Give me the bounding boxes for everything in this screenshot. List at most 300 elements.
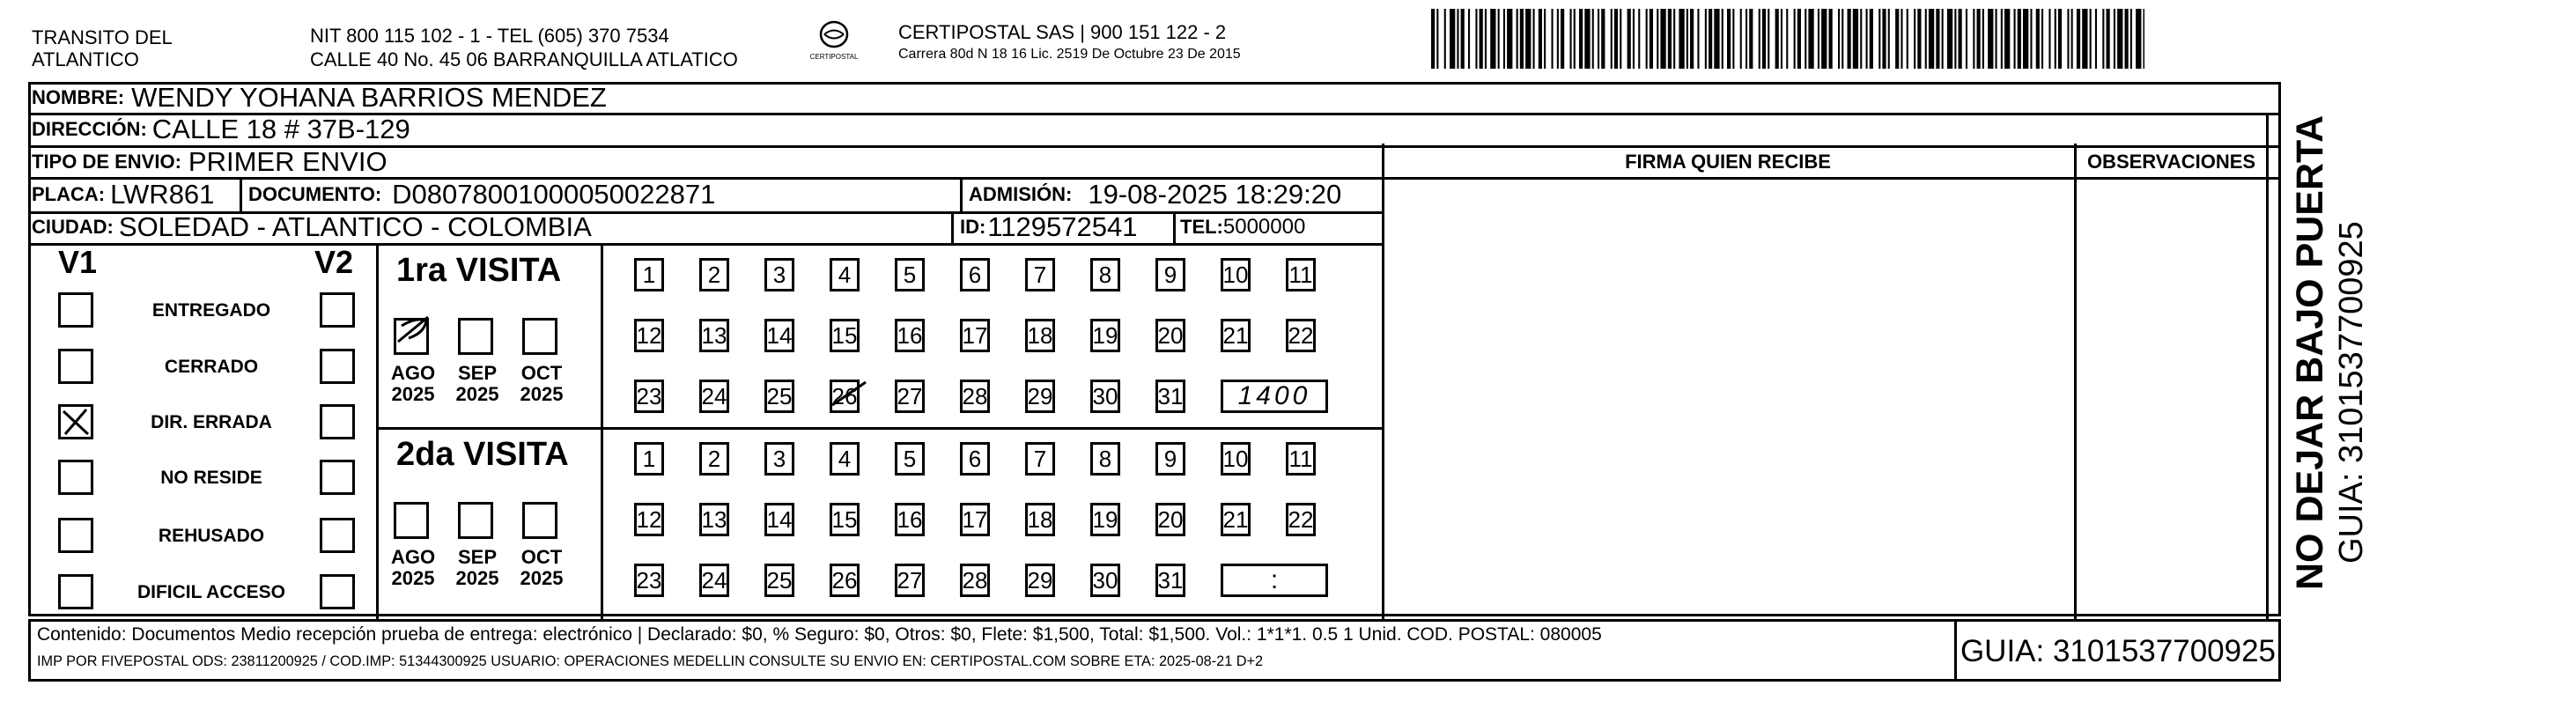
day-box[interactable] xyxy=(699,503,729,536)
firma-label: FIRMA QUIEN RECIBE xyxy=(1625,151,1831,173)
day-box[interactable] xyxy=(960,442,990,476)
barcode-bar xyxy=(2107,9,2110,69)
barcode-bar xyxy=(1914,9,1915,69)
certipostal-line: CERTIPOSTAL SAS | 900 151 122 - 2 xyxy=(898,21,1227,43)
day-box[interactable] xyxy=(895,442,925,476)
barcode-bar xyxy=(1668,9,1672,69)
day-number: 13 xyxy=(701,321,727,349)
month-name: OCT xyxy=(520,546,563,568)
day-number: 29 xyxy=(1027,382,1053,409)
day-box[interactable] xyxy=(764,319,794,352)
barcode-bar xyxy=(1638,9,1640,69)
v1-checkbox[interactable] xyxy=(58,518,93,553)
day-box[interactable] xyxy=(764,503,794,536)
day-box[interactable] xyxy=(1090,503,1120,536)
admision-value: 19-08-2025 18:29:20 xyxy=(1088,178,1342,210)
barcode-bar xyxy=(1746,9,1747,69)
barcode-bar xyxy=(2018,9,2021,69)
day-box[interactable] xyxy=(699,380,729,413)
day-number: 9 xyxy=(1163,445,1177,472)
barcode-bar xyxy=(1628,9,1631,69)
day-number: 24 xyxy=(701,566,727,594)
day-box[interactable] xyxy=(1286,442,1316,476)
day-number: 15 xyxy=(831,505,858,533)
tel-label: TEL: xyxy=(1180,215,1223,238)
day-number: 25 xyxy=(766,566,793,594)
day-box[interactable] xyxy=(634,564,664,597)
barcode-bar xyxy=(2077,9,2080,69)
day-box[interactable] xyxy=(764,380,794,413)
month-year: 2025 xyxy=(391,383,435,405)
direccion-label: DIRECCIÓN: xyxy=(32,117,147,140)
day-box[interactable] xyxy=(830,503,860,536)
month-year: 2025 xyxy=(520,383,564,405)
day-number: 14 xyxy=(766,321,793,349)
barcode-bar xyxy=(1977,9,1981,69)
barcode-bar xyxy=(1552,9,1554,69)
day-number: 31 xyxy=(1157,382,1184,409)
day-box[interactable] xyxy=(830,564,860,597)
month-checkbox-oct[interactable] xyxy=(522,502,557,539)
barcode-bar xyxy=(2117,9,2122,69)
side-guia: GUIA: 3101537700925 xyxy=(2333,221,2370,564)
company-name-line1: TRANSITO DEL xyxy=(32,26,173,48)
barcode-bar xyxy=(1584,9,1590,69)
barcode-bar xyxy=(2004,9,2010,69)
day-box[interactable] xyxy=(960,258,990,291)
tracking-barcode xyxy=(1431,9,2144,69)
barcode-bar xyxy=(1570,9,1572,69)
status-label: DIR. ERRADA xyxy=(151,412,272,432)
time-box[interactable] xyxy=(1221,380,1328,413)
day-number: 10 xyxy=(1222,445,1249,472)
documento-value: D08078001000050022871 xyxy=(392,178,716,210)
tipo-envio-label: TIPO DE ENVIO: xyxy=(32,150,181,173)
day-number: 15 xyxy=(831,321,858,349)
day-box[interactable] xyxy=(1286,503,1316,536)
barcode-bar xyxy=(2090,9,2092,69)
barcode-bar xyxy=(1690,9,1694,69)
day-box[interactable] xyxy=(1286,258,1316,291)
day-number: 25 xyxy=(766,382,793,409)
barcode-bar xyxy=(2067,9,2069,69)
day-box[interactable] xyxy=(1155,258,1185,291)
day-number: 2 xyxy=(707,261,721,288)
contenido-line: Contenido: Documentos Medio recepción prueba de entrega: electrónico | Declarado: $0, % Seguro: $0, Otros: $0, Flete: $1,500, Total: $1,500. Vol.: 1*1*1. 0.5 1 Unid. COD. POSTAL: 080005 xyxy=(37,624,1602,645)
day-number: 20 xyxy=(1157,505,1184,533)
v2-checkbox[interactable] xyxy=(320,518,355,553)
day-number: 4 xyxy=(838,261,852,288)
svg-text:CERTIPOSTAL: CERTIPOSTAL xyxy=(809,53,859,61)
status-label: ENTREGADO xyxy=(151,300,271,321)
month-checkbox-sep[interactable] xyxy=(458,318,493,355)
day-number: 22 xyxy=(1288,321,1314,349)
v2-checkbox[interactable] xyxy=(320,292,355,328)
day-box[interactable] xyxy=(634,442,664,476)
day-number: 18 xyxy=(1027,321,1053,349)
barcode-bar xyxy=(2082,9,2087,69)
day-box[interactable] xyxy=(895,380,925,413)
month-year: 2025 xyxy=(455,567,499,589)
day-box[interactable] xyxy=(830,380,860,413)
barcode-bar xyxy=(1988,9,1993,69)
barcode-bar xyxy=(1936,9,1939,69)
barcode-bar xyxy=(1794,9,1796,69)
barcode-bar xyxy=(2014,9,2016,69)
day-box[interactable] xyxy=(699,258,729,291)
barcode-bar xyxy=(1982,9,1984,69)
id-cell xyxy=(960,211,1137,242)
month-label xyxy=(387,363,439,405)
v2-label: V2 xyxy=(314,244,354,280)
day-box[interactable] xyxy=(699,564,729,597)
month-name: AGO xyxy=(390,362,436,384)
day-box[interactable] xyxy=(895,258,925,291)
day-number: 1 xyxy=(642,445,656,472)
day-box[interactable] xyxy=(1221,442,1251,476)
barcode-bar xyxy=(1614,9,1618,69)
status-label: NO RESIDE xyxy=(160,468,262,488)
barcode-bar xyxy=(1498,9,1500,69)
day-number: 17 xyxy=(962,505,988,533)
direccion-row xyxy=(32,114,410,144)
barcode-bar xyxy=(2001,9,2003,69)
barcode-bar xyxy=(1557,9,1559,69)
side-notice xyxy=(2288,44,2394,590)
day-box[interactable] xyxy=(634,503,664,536)
day-number: 19 xyxy=(1092,505,1118,533)
day-box[interactable] xyxy=(634,258,664,291)
month-year: 2025 xyxy=(455,383,499,405)
month-checkbox-sep[interactable] xyxy=(458,502,493,539)
nit-line: NIT 800 115 102 - 1 - TEL (605) 370 7534 xyxy=(310,25,669,47)
barcode-bar xyxy=(1860,9,1862,69)
barcode-bar xyxy=(1895,9,1899,69)
barcode-bar xyxy=(1561,9,1564,69)
day-box[interactable] xyxy=(1221,503,1251,536)
barcode-bar xyxy=(1620,9,1621,69)
day-number: 30 xyxy=(1092,382,1118,409)
barcode-bar xyxy=(1907,9,1908,69)
barcode-bar xyxy=(1646,9,1648,69)
v1-checkbox[interactable] xyxy=(58,349,93,384)
barcode-bar xyxy=(2125,9,2129,69)
day-number: 20 xyxy=(1157,321,1184,349)
month-label xyxy=(515,547,568,589)
barcode-bar xyxy=(1727,9,1731,69)
nombre-value: WENDY YOHANA BARRIOS MENDEZ xyxy=(131,81,607,113)
id-label: ID: xyxy=(960,215,986,238)
day-number: 26 xyxy=(831,382,858,409)
day-box[interactable] xyxy=(1025,442,1055,476)
day-number: 6 xyxy=(968,445,982,472)
barcode-bar xyxy=(1687,9,1688,69)
barcode-bar xyxy=(1461,9,1465,69)
barcode-bar xyxy=(1775,9,1779,69)
barcode-bar xyxy=(1821,9,1827,69)
barcode-bar xyxy=(1829,9,1833,69)
barcode-bar xyxy=(1878,9,1880,69)
day-number: 21 xyxy=(1222,505,1249,533)
barcode-bar xyxy=(1598,9,1599,69)
barcode-bar xyxy=(1996,9,1997,69)
signature-area[interactable] xyxy=(1384,179,2071,616)
day-number: 6 xyxy=(968,261,982,288)
v2-checkbox[interactable] xyxy=(320,460,355,495)
barcode-bar xyxy=(1870,9,1873,69)
day-number: 27 xyxy=(897,382,923,409)
month-name: SEP xyxy=(457,546,498,568)
barcode-bar xyxy=(1917,9,1921,69)
footer-guia: GUIA: 3101537700925 xyxy=(1960,634,2277,668)
v1-checkbox[interactable] xyxy=(58,460,93,495)
day-box[interactable] xyxy=(960,319,990,352)
month-checkbox-oct[interactable] xyxy=(522,318,557,355)
company-contact xyxy=(310,24,738,71)
day-number: 19 xyxy=(1092,321,1118,349)
barcode-bar xyxy=(1660,9,1665,69)
v2-checkbox[interactable] xyxy=(320,404,355,439)
time-value: 1400 xyxy=(1237,381,1311,410)
day-box[interactable] xyxy=(1090,319,1120,352)
barcode-bar xyxy=(1947,9,1952,69)
day-box[interactable] xyxy=(960,380,990,413)
day-number: 5 xyxy=(903,445,917,472)
no-dejar-notice: NO DEJAR BAJO PUERTA xyxy=(2289,114,2331,590)
barcode-bar xyxy=(1838,9,1840,69)
ciudad-value: SOLEDAD - ATLANTICO - COLOMBIA xyxy=(118,210,592,242)
day-box[interactable] xyxy=(699,319,729,352)
month-name: SEP xyxy=(457,362,498,384)
barcode-bar xyxy=(2036,9,2040,69)
day-box[interactable] xyxy=(1155,442,1185,476)
day-box[interactable] xyxy=(1025,319,1055,352)
certipostal-logo xyxy=(803,19,865,62)
observaciones-label: OBSERVACIONES xyxy=(2086,151,2256,173)
barcode-bar xyxy=(1574,9,1576,69)
v2-checkbox[interactable] xyxy=(320,349,355,384)
month-label xyxy=(451,363,504,405)
day-number: 18 xyxy=(1027,505,1053,533)
day-box[interactable] xyxy=(1221,319,1251,352)
day-box[interactable] xyxy=(764,442,794,476)
barcode-bar xyxy=(2095,9,2097,69)
barcode-bar xyxy=(1973,9,1974,69)
barcode-bar xyxy=(1959,9,1962,69)
imp-line: IMP POR FIVEPOSTAL ODS: 23811200925 / COD.IMP: 51344300925 USUARIO: OPERACIONES MEDELLIN CONSULTE SU ENVIO EN: CERTIPOSTAL.COM SOBRE ETA: 2025-08-21 D+2 xyxy=(37,653,1264,669)
admision-cell xyxy=(969,179,1341,210)
day-box[interactable] xyxy=(1155,503,1185,536)
day-box[interactable] xyxy=(634,380,664,413)
day-box[interactable] xyxy=(1025,564,1055,597)
month-label xyxy=(515,363,568,405)
placa-value: LWR861 xyxy=(110,178,215,210)
v1-checkbox[interactable] xyxy=(58,574,93,609)
day-box[interactable] xyxy=(1155,380,1185,413)
day-box[interactable] xyxy=(1286,319,1316,352)
day-box[interactable] xyxy=(1025,258,1055,291)
day-number: 4 xyxy=(838,445,852,472)
day-box[interactable] xyxy=(764,258,794,291)
day-number: 12 xyxy=(636,321,662,349)
barcode-bar xyxy=(2041,9,2043,69)
status-label: DIFICIL ACCESO xyxy=(137,582,285,602)
barcode-bar xyxy=(1525,9,1531,69)
barcode-bar xyxy=(1901,9,1902,69)
barcode-bar xyxy=(1749,9,1753,69)
barcode-bar xyxy=(2130,9,2132,69)
barcode-bar xyxy=(2023,9,2028,69)
status-label: REHUSADO xyxy=(158,526,265,546)
day-number: 3 xyxy=(772,261,786,288)
barcode-bar xyxy=(1633,9,1635,69)
v1-checkbox[interactable] xyxy=(58,292,93,328)
day-number: 16 xyxy=(897,321,923,349)
barcode-bar xyxy=(1786,9,1788,69)
barcode-bar xyxy=(1480,9,1483,69)
license-line: Carrera 80d N 18 16 Lic. 2519 De Octubre 23 De 2015 xyxy=(898,47,1241,62)
day-number: 17 xyxy=(962,321,988,349)
day-box[interactable] xyxy=(1155,564,1185,597)
barcode-bar xyxy=(1673,9,1675,69)
day-number: 28 xyxy=(962,382,988,409)
barcode-bar xyxy=(1818,9,1819,69)
barcode-bar xyxy=(1503,9,1505,69)
admision-label: ADMISIÓN: xyxy=(969,182,1073,205)
barcode-bar xyxy=(1468,9,1470,69)
ciudad-row xyxy=(32,211,592,242)
day-box[interactable] xyxy=(764,564,794,597)
barcode-bar xyxy=(1490,9,1495,69)
barcode-bar xyxy=(1520,9,1524,69)
tipo-envio-row xyxy=(32,146,388,177)
month-name: OCT xyxy=(520,362,563,384)
day-box[interactable] xyxy=(830,442,860,476)
day-box[interactable] xyxy=(1221,258,1251,291)
barcode-bar xyxy=(1431,9,1435,69)
tel-cell xyxy=(1180,211,1305,242)
day-number: 11 xyxy=(1288,445,1313,472)
barcode-bar xyxy=(1709,9,1712,69)
day-box[interactable] xyxy=(634,319,664,352)
barcode-bar xyxy=(1533,9,1535,69)
barcode-bar xyxy=(1705,9,1707,69)
day-box[interactable] xyxy=(1025,503,1055,536)
day-number: 21 xyxy=(1222,321,1249,349)
month-checkbox-ago[interactable] xyxy=(394,502,429,539)
barcode-bar xyxy=(2071,9,2073,69)
month-label xyxy=(387,547,439,589)
day-number: 8 xyxy=(1098,445,1112,472)
day-box[interactable] xyxy=(699,442,729,476)
day-box[interactable] xyxy=(1090,380,1120,413)
day-box[interactable] xyxy=(830,258,860,291)
v2-checkbox[interactable] xyxy=(320,574,355,609)
v1-checkbox[interactable] xyxy=(58,404,93,439)
barcode-bar xyxy=(1866,9,1868,69)
day-box[interactable] xyxy=(1090,564,1120,597)
day-number: 2 xyxy=(707,445,721,472)
day-box[interactable] xyxy=(895,503,925,536)
day-box[interactable] xyxy=(895,319,925,352)
visit-title: 2da VISITA xyxy=(396,436,569,473)
day-number: 8 xyxy=(1098,261,1112,288)
barcode-bar xyxy=(1732,9,1734,69)
month-year: 2025 xyxy=(391,567,435,589)
day-box[interactable] xyxy=(830,319,860,352)
barcode-bar xyxy=(1450,9,1455,69)
barcode-bar xyxy=(1592,9,1594,69)
day-box[interactable] xyxy=(1155,319,1185,352)
barcode-bar xyxy=(1444,9,1446,69)
documento-cell xyxy=(248,179,715,210)
day-number: 30 xyxy=(1092,566,1118,594)
day-number: 5 xyxy=(903,261,917,288)
direccion-value: CALLE 18 # 37B-129 xyxy=(151,113,410,144)
time-value: : xyxy=(1270,565,1279,594)
observaciones-area[interactable] xyxy=(2077,179,2263,616)
time-box[interactable] xyxy=(1221,564,1328,597)
day-box[interactable] xyxy=(1090,442,1120,476)
barcode-bar xyxy=(1544,9,1546,69)
barcode-bar xyxy=(1966,9,1967,69)
tipo-envio-value: PRIMER ENVIO xyxy=(188,145,388,177)
month-name: AGO xyxy=(390,546,436,568)
ciudad-label: CIUDAD: xyxy=(32,215,114,238)
barcode-bar xyxy=(2058,9,2062,69)
day-box[interactable] xyxy=(960,503,990,536)
barcode-bar xyxy=(2144,9,2145,69)
day-number: 14 xyxy=(766,505,793,533)
barcode-bar xyxy=(1954,9,1956,69)
day-box[interactable] xyxy=(1090,258,1120,291)
barcode-bar xyxy=(1888,9,1890,69)
day-number: 24 xyxy=(701,382,727,409)
month-checkbox-ago[interactable] xyxy=(394,318,429,355)
day-number: 23 xyxy=(636,566,662,594)
barcode-bar xyxy=(1740,9,1742,69)
month-label xyxy=(451,547,504,589)
barcode-bar xyxy=(1942,9,1944,69)
day-number: 13 xyxy=(701,505,727,533)
day-box[interactable] xyxy=(960,564,990,597)
day-number: 12 xyxy=(636,505,662,533)
nombre-label: NOMBRE: xyxy=(32,85,125,108)
barcode-bar xyxy=(1657,9,1658,69)
barcode-bar xyxy=(1853,9,1858,69)
barcode-bar xyxy=(1929,9,1934,69)
barcode-bar xyxy=(1539,9,1542,69)
day-box[interactable] xyxy=(895,564,925,597)
barcode-bar xyxy=(1611,9,1613,69)
documento-label: DOCUMENTO: xyxy=(248,182,382,205)
barcode-bar xyxy=(1679,9,1684,69)
day-number: 29 xyxy=(1027,566,1053,594)
barcode-bar xyxy=(2030,9,2032,69)
barcode-bar xyxy=(1781,9,1783,69)
day-number: 11 xyxy=(1288,261,1313,288)
barcode-bar xyxy=(2102,9,2104,69)
barcode-bar xyxy=(1485,9,1487,69)
tel-value: 5000000 xyxy=(1222,214,1306,239)
day-number: 9 xyxy=(1163,261,1177,288)
barcode-bar xyxy=(1517,9,1518,69)
day-number: 26 xyxy=(831,566,858,594)
day-box[interactable] xyxy=(1025,380,1055,413)
placa-label: PLACA: xyxy=(32,182,106,205)
day-number: 1 xyxy=(642,261,656,288)
address-line: CALLE 40 No. 45 06 BARRANQUILLA ATLATICO xyxy=(310,48,738,70)
